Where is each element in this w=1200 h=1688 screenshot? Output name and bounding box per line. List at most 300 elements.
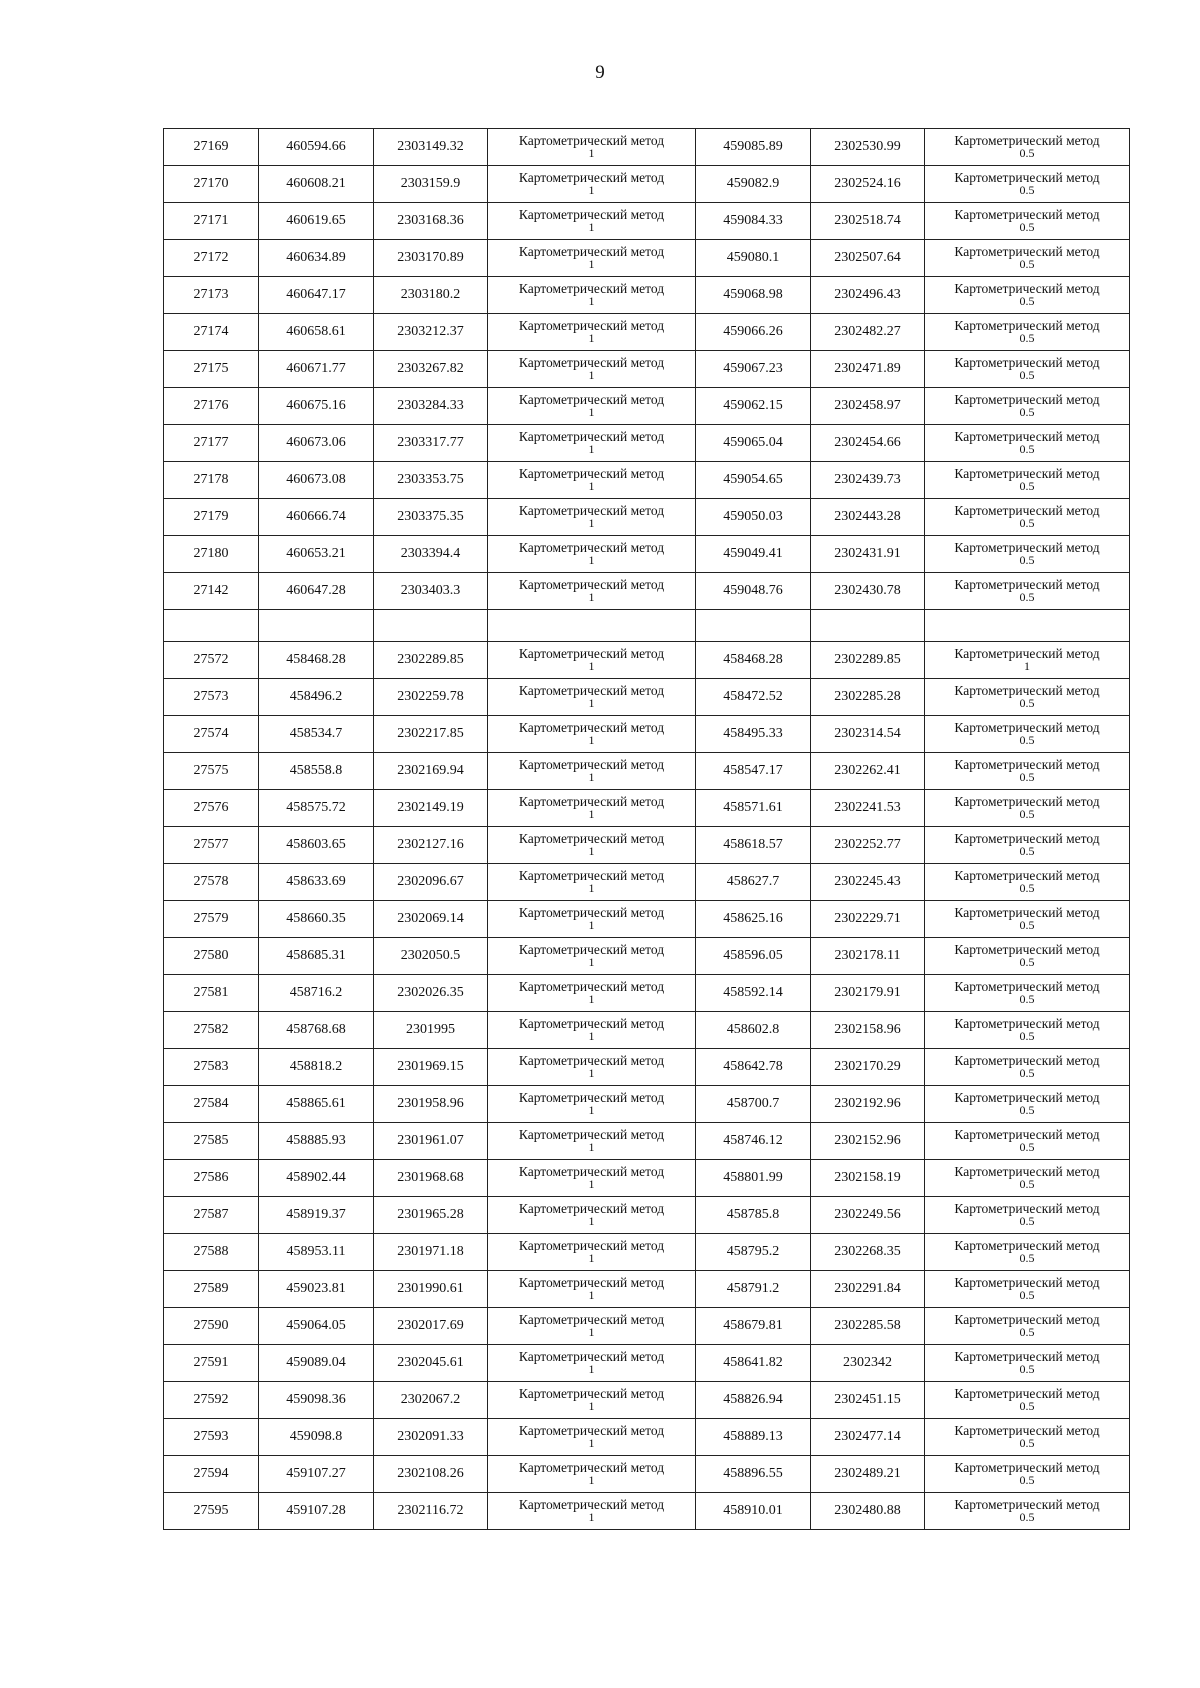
method-precision: 1 bbox=[588, 516, 595, 530]
table-row bbox=[164, 901, 1130, 938]
method-name: Картометрический метод bbox=[518, 757, 665, 772]
method-precision: 1 bbox=[588, 881, 595, 895]
point-id-cell: 27170 bbox=[164, 166, 259, 203]
method1-cell bbox=[488, 1049, 696, 1086]
empty-cell bbox=[259, 610, 374, 642]
y1-cell: 2302116.72 bbox=[374, 1493, 488, 1530]
method2-cell bbox=[925, 827, 1130, 864]
method-precision: 0.5 bbox=[1019, 294, 1035, 308]
method-name: Картометрический метод bbox=[518, 683, 665, 698]
method1-cell bbox=[488, 166, 696, 203]
method-precision: 1 bbox=[588, 553, 595, 567]
method1-cell bbox=[488, 1493, 696, 1530]
method-name: Картометрический метод bbox=[954, 868, 1100, 883]
method1-cell bbox=[488, 1197, 696, 1234]
x1-cell: 460666.74 bbox=[259, 499, 374, 536]
method-name: Картометрический метод bbox=[954, 646, 1100, 661]
method-name: Картометрический метод bbox=[518, 318, 665, 333]
table-row bbox=[164, 864, 1130, 901]
method-name: Картометрический метод bbox=[954, 942, 1100, 957]
point-id-cell: 27180 bbox=[164, 536, 259, 573]
method1-cell bbox=[488, 1234, 696, 1271]
method-precision: 0.5 bbox=[1019, 331, 1035, 345]
method-precision: 1 bbox=[588, 918, 595, 932]
method-name: Картометрический метод bbox=[954, 207, 1100, 222]
method-precision: 1 bbox=[588, 294, 595, 308]
method1-cell bbox=[488, 1382, 696, 1419]
method2-cell bbox=[925, 1345, 1130, 1382]
point-id-cell: 27171 bbox=[164, 203, 259, 240]
x1-cell: 458865.61 bbox=[259, 1086, 374, 1123]
method-name: Картометрический метод bbox=[518, 831, 665, 846]
table-body-bottom bbox=[164, 642, 1130, 1530]
method2-cell bbox=[925, 1382, 1130, 1419]
point-id-cell: 27573 bbox=[164, 679, 259, 716]
method1-cell bbox=[488, 573, 696, 610]
y1-cell: 2302217.85 bbox=[374, 716, 488, 753]
y1-cell: 2301968.68 bbox=[374, 1160, 488, 1197]
y1-cell: 2303149.32 bbox=[374, 129, 488, 166]
y2-cell: 2302285.28 bbox=[811, 679, 925, 716]
method1-cell bbox=[488, 938, 696, 975]
method-name: Картометрический метод bbox=[518, 1349, 665, 1364]
method-precision: 1 bbox=[588, 1362, 595, 1376]
method-name: Картометрический метод bbox=[954, 831, 1100, 846]
x1-cell: 458603.65 bbox=[259, 827, 374, 864]
y2-cell: 2302482.27 bbox=[811, 314, 925, 351]
x2-cell: 458896.55 bbox=[696, 1456, 811, 1493]
y1-cell: 2302259.78 bbox=[374, 679, 488, 716]
point-id-cell: 27582 bbox=[164, 1012, 259, 1049]
y2-cell: 2302289.85 bbox=[811, 642, 925, 679]
method-name: Картометрический метод bbox=[954, 318, 1100, 333]
y1-cell: 2302096.67 bbox=[374, 864, 488, 901]
y2-cell: 2302439.73 bbox=[811, 462, 925, 499]
method1-cell bbox=[488, 425, 696, 462]
table-row bbox=[164, 203, 1130, 240]
method-name: Картометрический метод bbox=[518, 1386, 665, 1401]
y1-cell: 2303284.33 bbox=[374, 388, 488, 425]
method-name: Картометрический метод bbox=[518, 1423, 665, 1438]
method2-cell bbox=[925, 1456, 1130, 1493]
method-name: Картометрический метод bbox=[954, 1312, 1100, 1327]
y1-cell: 2302169.94 bbox=[374, 753, 488, 790]
x2-cell: 459050.03 bbox=[696, 499, 811, 536]
table-row bbox=[164, 716, 1130, 753]
point-id-cell: 27576 bbox=[164, 790, 259, 827]
y1-cell: 2303375.35 bbox=[374, 499, 488, 536]
method1-cell bbox=[488, 351, 696, 388]
method-precision: 0.5 bbox=[1019, 1288, 1035, 1302]
method-precision: 1 bbox=[588, 479, 595, 493]
table-row bbox=[164, 1234, 1130, 1271]
method-precision: 0.5 bbox=[1019, 1251, 1035, 1265]
method-name: Картометрический метод bbox=[518, 942, 665, 957]
x1-cell: 458818.2 bbox=[259, 1049, 374, 1086]
method-name: Картометрический метод bbox=[954, 503, 1100, 518]
method-name: Картометрический метод bbox=[518, 466, 665, 481]
table-row bbox=[164, 388, 1130, 425]
point-id-cell: 27580 bbox=[164, 938, 259, 975]
y1-cell: 2301958.96 bbox=[374, 1086, 488, 1123]
method-precision: 1 bbox=[588, 1399, 595, 1413]
y1-cell: 2301961.07 bbox=[374, 1123, 488, 1160]
method-precision: 0.5 bbox=[1019, 368, 1035, 382]
method1-cell bbox=[488, 1012, 696, 1049]
table-row bbox=[164, 351, 1130, 388]
y1-cell: 2303394.4 bbox=[374, 536, 488, 573]
point-id-cell: 27173 bbox=[164, 277, 259, 314]
method-precision: 0.5 bbox=[1019, 479, 1035, 493]
method-name: Картометрический метод bbox=[954, 244, 1100, 259]
x1-cell: 458534.7 bbox=[259, 716, 374, 753]
method-precision: 1 bbox=[588, 770, 595, 784]
point-id-cell: 27584 bbox=[164, 1086, 259, 1123]
point-id-cell: 27585 bbox=[164, 1123, 259, 1160]
method-precision: 0.5 bbox=[1019, 1436, 1035, 1450]
method-name: Картометрический метод bbox=[518, 392, 665, 407]
x2-cell: 458700.7 bbox=[696, 1086, 811, 1123]
method2-cell bbox=[925, 1271, 1130, 1308]
method-precision: 0.5 bbox=[1019, 881, 1035, 895]
table-row bbox=[164, 425, 1130, 462]
x2-cell: 458627.7 bbox=[696, 864, 811, 901]
method-precision: 0.5 bbox=[1019, 844, 1035, 858]
y2-cell: 2302178.11 bbox=[811, 938, 925, 975]
method2-cell bbox=[925, 203, 1130, 240]
x2-cell: 459082.9 bbox=[696, 166, 811, 203]
method2-cell bbox=[925, 314, 1130, 351]
x2-cell: 459085.89 bbox=[696, 129, 811, 166]
y1-cell: 2301969.15 bbox=[374, 1049, 488, 1086]
method-name: Картометрический метод bbox=[518, 794, 665, 809]
y2-cell: 2302471.89 bbox=[811, 351, 925, 388]
method-name: Картометрический метод bbox=[518, 905, 665, 920]
x2-cell: 458602.8 bbox=[696, 1012, 811, 1049]
method-precision: 0.5 bbox=[1019, 1103, 1035, 1117]
method-name: Картометрический метод bbox=[518, 429, 665, 444]
method2-cell bbox=[925, 462, 1130, 499]
x2-cell: 459080.1 bbox=[696, 240, 811, 277]
x1-cell: 460619.65 bbox=[259, 203, 374, 240]
method-name: Картометрический метод bbox=[954, 794, 1100, 809]
method-name: Картометрический метод bbox=[954, 1016, 1100, 1031]
method2-cell bbox=[925, 536, 1130, 573]
empty-cell bbox=[488, 610, 696, 642]
x1-cell: 458716.2 bbox=[259, 975, 374, 1012]
y2-cell: 2302342 bbox=[811, 1345, 925, 1382]
method2-cell bbox=[925, 790, 1130, 827]
method-precision: 1 bbox=[588, 442, 595, 456]
method-name: Картометрический метод bbox=[518, 1497, 665, 1512]
method-name: Картометрический метод bbox=[954, 683, 1100, 698]
x2-cell: 459065.04 bbox=[696, 425, 811, 462]
method-precision: 1 bbox=[588, 257, 595, 271]
method-name: Картометрический метод bbox=[954, 1053, 1100, 1068]
method-name: Картометрический метод bbox=[518, 1201, 665, 1216]
x1-cell: 460594.66 bbox=[259, 129, 374, 166]
y1-cell: 2302091.33 bbox=[374, 1419, 488, 1456]
method-precision: 1 bbox=[588, 1325, 595, 1339]
method-name: Картометрический метод bbox=[518, 1164, 665, 1179]
x1-cell: 460673.08 bbox=[259, 462, 374, 499]
point-id-cell: 27583 bbox=[164, 1049, 259, 1086]
point-id-cell: 27169 bbox=[164, 129, 259, 166]
y1-cell: 2302149.19 bbox=[374, 790, 488, 827]
y2-cell: 2302158.96 bbox=[811, 1012, 925, 1049]
method2-cell bbox=[925, 499, 1130, 536]
y2-cell: 2302252.77 bbox=[811, 827, 925, 864]
method-name: Картометрический метод bbox=[518, 281, 665, 296]
method-precision: 1 bbox=[588, 183, 595, 197]
x2-cell: 458547.17 bbox=[696, 753, 811, 790]
method-precision: 0.5 bbox=[1019, 696, 1035, 710]
table-row bbox=[164, 790, 1130, 827]
method1-cell bbox=[488, 642, 696, 679]
method1-cell bbox=[488, 1086, 696, 1123]
method-precision: 1 bbox=[588, 1066, 595, 1080]
method-precision: 1 bbox=[588, 1103, 595, 1117]
y1-cell: 2301971.18 bbox=[374, 1234, 488, 1271]
method2-cell bbox=[925, 679, 1130, 716]
method-name: Картометрический метод bbox=[518, 1312, 665, 1327]
method-name: Картометрический метод bbox=[518, 1127, 665, 1142]
method-name: Картометрический метод bbox=[954, 1238, 1100, 1253]
method1-cell bbox=[488, 1456, 696, 1493]
y2-cell: 2302524.16 bbox=[811, 166, 925, 203]
table-row bbox=[164, 679, 1130, 716]
method-precision: 0.5 bbox=[1019, 1066, 1035, 1080]
method2-cell bbox=[925, 129, 1130, 166]
method-precision: 0.5 bbox=[1019, 1325, 1035, 1339]
method1-cell bbox=[488, 901, 696, 938]
point-id-cell: 27591 bbox=[164, 1345, 259, 1382]
method1-cell bbox=[488, 129, 696, 166]
method-precision: 1 bbox=[588, 1473, 595, 1487]
x2-cell: 459066.26 bbox=[696, 314, 811, 351]
y2-cell: 2302268.35 bbox=[811, 1234, 925, 1271]
table-row bbox=[164, 536, 1130, 573]
method1-cell bbox=[488, 536, 696, 573]
method-name: Картометрический метод bbox=[954, 577, 1100, 592]
method-precision: 1 bbox=[588, 1177, 595, 1191]
y1-cell: 2303267.82 bbox=[374, 351, 488, 388]
method-precision: 1 bbox=[588, 807, 595, 821]
y2-cell: 2302285.58 bbox=[811, 1308, 925, 1345]
x1-cell: 458660.35 bbox=[259, 901, 374, 938]
coordinates-table bbox=[163, 128, 1130, 1530]
method2-cell bbox=[925, 1123, 1130, 1160]
y2-cell: 2302241.53 bbox=[811, 790, 925, 827]
method2-cell bbox=[925, 425, 1130, 462]
method-name: Картометрический метод bbox=[518, 355, 665, 370]
empty-cell bbox=[164, 610, 259, 642]
table-row bbox=[164, 1197, 1130, 1234]
y2-cell: 2302291.84 bbox=[811, 1271, 925, 1308]
point-id-cell: 27572 bbox=[164, 642, 259, 679]
table-row bbox=[164, 1049, 1130, 1086]
method-name: Картометрический метод bbox=[518, 170, 665, 185]
x2-cell: 458785.8 bbox=[696, 1197, 811, 1234]
method-precision: 1 bbox=[588, 844, 595, 858]
x1-cell: 459107.28 bbox=[259, 1493, 374, 1530]
method1-cell bbox=[488, 203, 696, 240]
method-name: Картометрический метод bbox=[518, 540, 665, 555]
point-id-cell: 27574 bbox=[164, 716, 259, 753]
x1-cell: 459064.05 bbox=[259, 1308, 374, 1345]
y1-cell: 2302108.26 bbox=[374, 1456, 488, 1493]
method1-cell bbox=[488, 388, 696, 425]
y2-cell: 2302245.43 bbox=[811, 864, 925, 901]
table-row bbox=[164, 1012, 1130, 1049]
method-precision: 0.5 bbox=[1019, 405, 1035, 419]
table-row bbox=[164, 314, 1130, 351]
point-id-cell: 27174 bbox=[164, 314, 259, 351]
x2-cell: 459068.98 bbox=[696, 277, 811, 314]
x2-cell: 458625.16 bbox=[696, 901, 811, 938]
method-name: Картометрический метод bbox=[954, 281, 1100, 296]
method-name: Картометрический метод bbox=[518, 577, 665, 592]
y2-cell: 2302454.66 bbox=[811, 425, 925, 462]
table-row bbox=[164, 938, 1130, 975]
x1-cell: 458558.8 bbox=[259, 753, 374, 790]
method1-cell bbox=[488, 499, 696, 536]
method-name: Картометрический метод bbox=[518, 979, 665, 994]
point-id-cell: 27172 bbox=[164, 240, 259, 277]
method2-cell bbox=[925, 642, 1130, 679]
x2-cell: 458746.12 bbox=[696, 1123, 811, 1160]
y2-cell: 2302262.41 bbox=[811, 753, 925, 790]
method1-cell bbox=[488, 1160, 696, 1197]
point-id-cell: 27589 bbox=[164, 1271, 259, 1308]
x2-cell: 458795.2 bbox=[696, 1234, 811, 1271]
method-precision: 1 bbox=[588, 1214, 595, 1228]
x1-cell: 459098.36 bbox=[259, 1382, 374, 1419]
method-name: Картометрический метод bbox=[518, 1460, 665, 1475]
table-row bbox=[164, 1345, 1130, 1382]
method-precision: 1 bbox=[588, 1510, 595, 1524]
method-name: Картометрический метод bbox=[954, 905, 1100, 920]
method2-cell bbox=[925, 1308, 1130, 1345]
method-precision: 0.5 bbox=[1019, 183, 1035, 197]
y1-cell: 2302045.61 bbox=[374, 1345, 488, 1382]
method-name: Картометрический метод bbox=[954, 540, 1100, 555]
method-precision: 0.5 bbox=[1019, 1510, 1035, 1524]
method2-cell bbox=[925, 716, 1130, 753]
method-precision: 1 bbox=[588, 1288, 595, 1302]
method-name: Картометрический метод bbox=[954, 1349, 1100, 1364]
method-precision: 1 bbox=[588, 992, 595, 1006]
y2-cell: 2302507.64 bbox=[811, 240, 925, 277]
table-row-empty bbox=[164, 610, 1130, 642]
method-name: Картометрический метод bbox=[954, 757, 1100, 772]
table-row bbox=[164, 1123, 1130, 1160]
method-precision: 1 bbox=[588, 331, 595, 345]
y2-cell: 2302152.96 bbox=[811, 1123, 925, 1160]
method2-cell bbox=[925, 1419, 1130, 1456]
method1-cell bbox=[488, 314, 696, 351]
x2-cell: 459049.41 bbox=[696, 536, 811, 573]
method-precision: 0.5 bbox=[1019, 516, 1035, 530]
y2-cell: 2302170.29 bbox=[811, 1049, 925, 1086]
x2-cell: 458642.78 bbox=[696, 1049, 811, 1086]
method-name: Картометрический метод bbox=[954, 1497, 1100, 1512]
method2-cell bbox=[925, 1049, 1130, 1086]
method-precision: 0.5 bbox=[1019, 590, 1035, 604]
method-precision: 0.5 bbox=[1019, 442, 1035, 456]
method-precision: 1 bbox=[588, 405, 595, 419]
method-precision: 0.5 bbox=[1019, 220, 1035, 234]
x1-cell: 458685.31 bbox=[259, 938, 374, 975]
point-id-cell: 27595 bbox=[164, 1493, 259, 1530]
point-id-cell: 27176 bbox=[164, 388, 259, 425]
method1-cell bbox=[488, 716, 696, 753]
method-name: Картометрический метод bbox=[954, 979, 1100, 994]
method-precision: 1 bbox=[588, 368, 595, 382]
y1-cell: 2302017.69 bbox=[374, 1308, 488, 1345]
x2-cell: 458801.99 bbox=[696, 1160, 811, 1197]
x1-cell: 460675.16 bbox=[259, 388, 374, 425]
method-name: Картометрический метод bbox=[954, 466, 1100, 481]
method2-cell bbox=[925, 166, 1130, 203]
method-name: Картометрический метод bbox=[954, 1164, 1100, 1179]
method-precision: 1 bbox=[588, 1436, 595, 1450]
y2-cell: 2302179.91 bbox=[811, 975, 925, 1012]
y2-cell: 2302443.28 bbox=[811, 499, 925, 536]
table-row bbox=[164, 1271, 1130, 1308]
empty-cell bbox=[696, 610, 811, 642]
method1-cell bbox=[488, 1123, 696, 1160]
x1-cell: 459107.27 bbox=[259, 1456, 374, 1493]
point-id-cell: 27577 bbox=[164, 827, 259, 864]
table-row bbox=[164, 1419, 1130, 1456]
point-id-cell: 27179 bbox=[164, 499, 259, 536]
table-row bbox=[164, 827, 1130, 864]
y1-cell: 2302026.35 bbox=[374, 975, 488, 1012]
x1-cell: 458496.2 bbox=[259, 679, 374, 716]
method1-cell bbox=[488, 975, 696, 1012]
method-precision: 1 bbox=[588, 955, 595, 969]
method-name: Картометрический метод bbox=[518, 1275, 665, 1290]
x2-cell: 459048.76 bbox=[696, 573, 811, 610]
x2-cell: 458641.82 bbox=[696, 1345, 811, 1382]
table-row bbox=[164, 1493, 1130, 1530]
y1-cell: 2303159.9 bbox=[374, 166, 488, 203]
method1-cell bbox=[488, 679, 696, 716]
y1-cell: 2303180.2 bbox=[374, 277, 488, 314]
table-row bbox=[164, 1382, 1130, 1419]
x1-cell: 458902.44 bbox=[259, 1160, 374, 1197]
method-name: Картометрический метод bbox=[518, 1016, 665, 1031]
method2-cell bbox=[925, 975, 1130, 1012]
empty-cell bbox=[925, 610, 1130, 642]
method1-cell bbox=[488, 790, 696, 827]
method2-cell bbox=[925, 1086, 1130, 1123]
table-row bbox=[164, 277, 1130, 314]
y2-cell: 2302430.78 bbox=[811, 573, 925, 610]
y2-cell: 2302518.74 bbox=[811, 203, 925, 240]
x1-cell: 460634.89 bbox=[259, 240, 374, 277]
method-name: Картометрический метод bbox=[954, 1275, 1100, 1290]
table-row bbox=[164, 1160, 1130, 1197]
y2-cell: 2302249.56 bbox=[811, 1197, 925, 1234]
x1-cell: 458953.11 bbox=[259, 1234, 374, 1271]
x2-cell: 458618.57 bbox=[696, 827, 811, 864]
point-id-cell: 27586 bbox=[164, 1160, 259, 1197]
x2-cell: 458826.94 bbox=[696, 1382, 811, 1419]
x1-cell: 459023.81 bbox=[259, 1271, 374, 1308]
method1-cell bbox=[488, 1345, 696, 1382]
